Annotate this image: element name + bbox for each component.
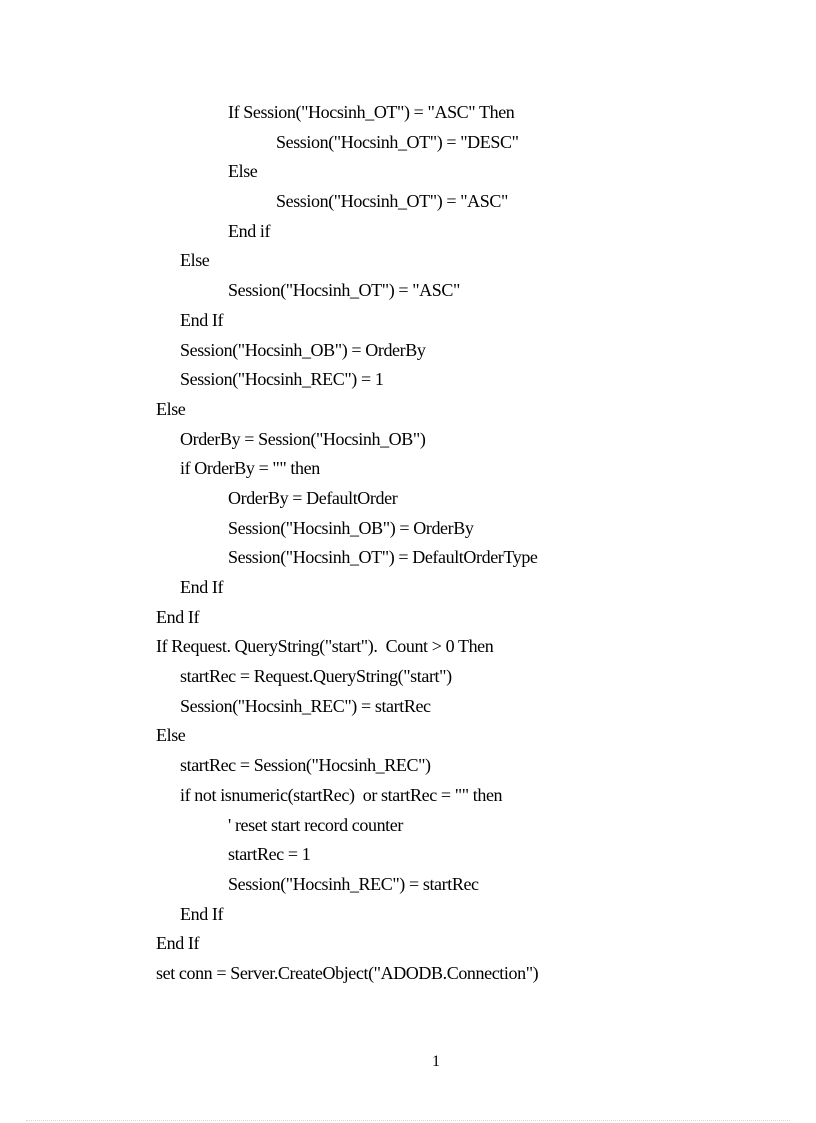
code-line: ' reset start record counter [228, 814, 403, 835]
code-line: Session("Hocsinh_REC") = startRec [180, 695, 431, 716]
code-line: End If [180, 577, 224, 597]
code-line: End if [228, 220, 271, 241]
code-line: Session("Hocsinh_REC") = startRec [228, 873, 479, 894]
code-line: Session("Hocsinh_OB") = OrderBy [228, 517, 474, 538]
code-line: Session("Hocsinh_OB") = OrderBy [180, 339, 426, 360]
code-line: if not isnumeric(startRec) or startRec = "" then [180, 784, 503, 805]
code-line: OrderBy = Session("Hocsinh_OB") [180, 428, 426, 449]
code-line: Else [156, 725, 186, 746]
code-line: if OrderBy = "" then [180, 458, 320, 479]
page-bottom-divider [26, 1120, 790, 1121]
code-line: Session("Hocsinh_OT") = "DESC" [276, 131, 519, 152]
code-line: OrderBy = DefaultOrder [228, 487, 398, 508]
page-number: 1 [432, 1053, 440, 1070]
code-line: startRec = Session("Hocsinh_REC") [180, 755, 431, 776]
code-line: End If [156, 606, 200, 627]
code-line: Else [228, 161, 258, 182]
code-line: Session("Hocsinh_REC") = 1 [180, 369, 384, 390]
code-line: End If [156, 933, 200, 954]
code-line: Session("Hocsinh_OT") = DefaultOrderType [228, 547, 538, 568]
code-line: End If [180, 903, 224, 924]
code-line: startRec = 1 [228, 844, 311, 865]
code-listing [0, 98, 816, 989]
code-line: Else [156, 398, 186, 419]
code-line: Else [180, 250, 210, 271]
code-line: Session("Hocsinh_OT") = "ASC" [276, 191, 508, 212]
code-line: startRec = Request.QueryString("start") [180, 666, 452, 687]
code-line: If Session("Hocsinh_OT") = "ASC" Then [228, 102, 515, 122]
code-line: End If [180, 309, 224, 330]
code-line: set conn = Server.CreateObject("ADODB.Connection") [156, 962, 539, 983]
code-line: If Request. QueryString("start"). Count > 0 Then [156, 636, 494, 657]
code-line: Session("Hocsinh_OT") = "ASC" [228, 280, 460, 301]
